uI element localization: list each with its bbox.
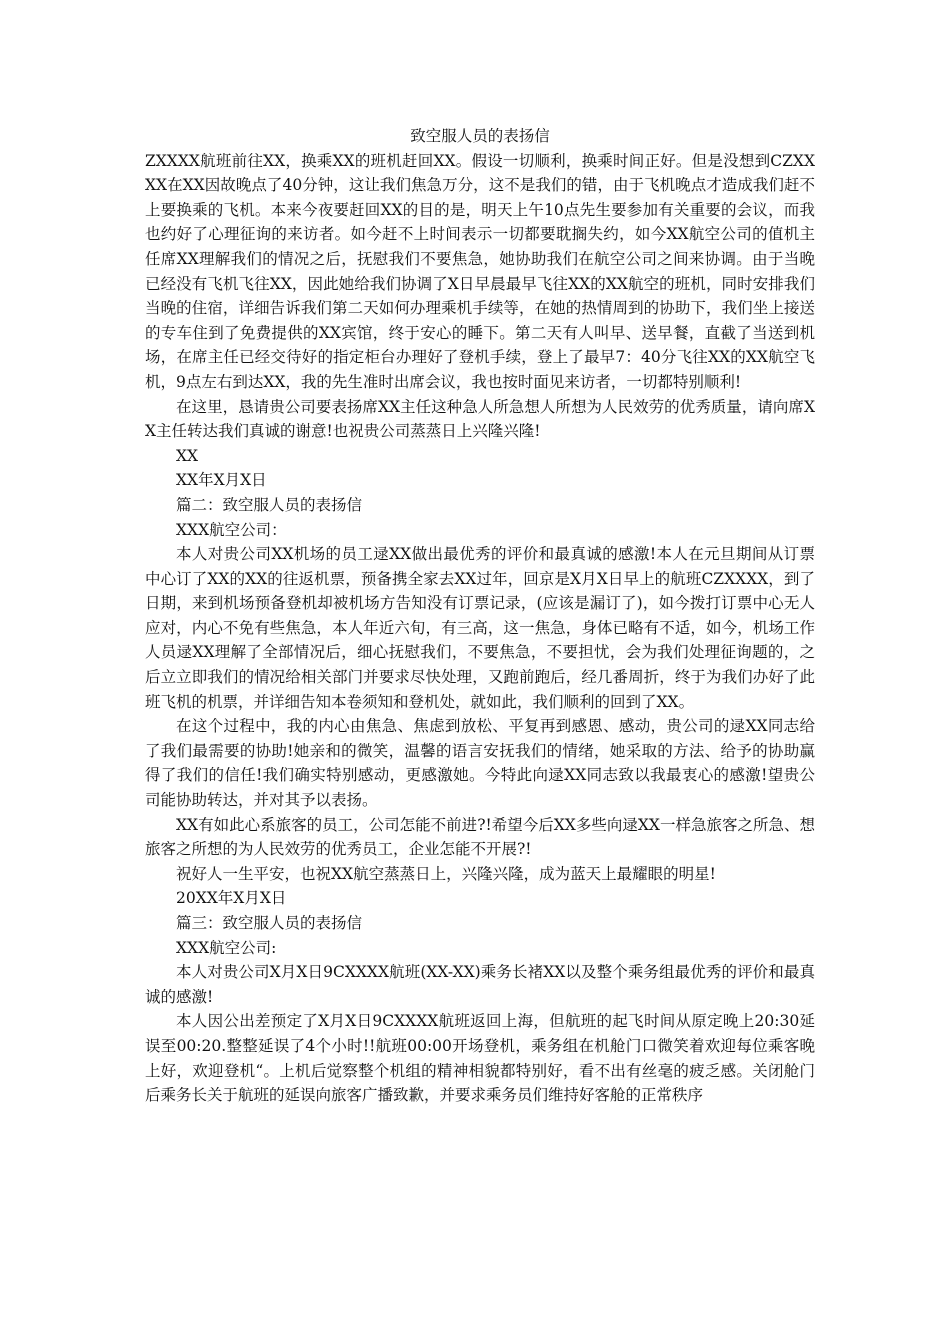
letter1-paragraph: 在这里，恳请贵公司要表扬席XX主任这种急人所急想人所想为人民效劳的优秀质量，请向席XX主任转达我们真诚的谢意!也祝贵公司蒸蒸日上兴隆兴隆!	[145, 397, 815, 441]
letter2-date: 20XX年X月X日	[176, 889, 287, 908]
letter2-paragraph: 本人对贵公司XX机场的员工逯XX做出最优秀的评价和最真诚的感激!本人在元旦期间从订票中心订了XX的XX的往返机票，预备携全家去XX过年，回京是X月X日早上的航班CZXXXX，到了日期，来到机场预备登机却被机场方告知没有订票记录，(应该是漏订了)，如今拨打订票中心无人应对，内心不免有些焦急，本人年近六旬，有三高，这一焦急，身体已略有不适，如今，机场工作人员逯XX理解了全部情况后，细心抚慰我们，不要焦急，不要担忧，会为我们处理征询题的，之后立立即我们的情况给相关部门并要求尽快处理，又跑前跑后，经几番周折，终于为我们办好了此班飞机的机票，并详细告知本卷须知和登机处，就如此，我们顺利的回到了XX。	[145, 545, 815, 711]
page-title: 致空服人员的表扬信	[410, 127, 550, 145]
letter3-paragraph: 本人因公出差预定了X月X日9CXXXX航班返回上海，但航班的起飞时间从原定晚上20:30延误至00:20.整整延误了4个小时!!航班00:00开场登机，乘务组在机舱门口微笑着欢迎每位乘客晚上好，欢迎登机“。上机后觉察整个机组的精神相貌都特别好，看不出有丝毫的疲乏感。关闭舱门后乘务长关于航班的延误向旅客广播致歉，并要求乘务员们维持好客舱的正常秩序	[145, 1012, 815, 1105]
letter1-signature: XX	[176, 446, 199, 465]
letter2-paragraph: 在这个过程中，我的内心由焦急、焦虑到放松、平复再到感恩、感动，贵公司的逯XX同志给了我们最需要的协助!她亲和的微笑，温馨的语言安抚我们的情绪，她采取的方法、给予的协助赢得了我们的信任!我们确实特别感动，更感激她。今特此向逯XX同志致以我最衷心的感激!望贵公司能协助转达，并对其予以表扬。	[145, 717, 815, 810]
document-body	[145, 124, 815, 1108]
letter3-salutation: XXX航空公司:	[176, 938, 277, 957]
letter2-salutation: XXX航空公司：	[176, 520, 287, 539]
letter3-paragraph: 本人对贵公司X月X日9CXXXX航班(XX-XX)乘务长褚XX以及整个乘务组最优秀的评价和最真诚的感激!	[145, 963, 815, 1006]
letter3-heading: 篇三：致空服人员的表扬信	[176, 914, 363, 932]
letter2-paragraph: XX有如此心系旅客的员工，公司怎能不前进?!希望今后XX多些向逯XX一样急旅客之所急、想旅客之所想的为人民效劳的优秀员工，企业怎能不开展?!	[145, 815, 815, 859]
letter1-date: XX年X月X日	[176, 471, 267, 490]
letter1-paragraph: ZXXXX航班前往XX，换乘XX的班机赶回XX。假设一切顺利，换乘时间正好。但是没想到CZXXXX在XX因故晚点了40分钟，这让我们焦急万分，这不是我们的错，由于飞机晚点才造成我们赶不上要换乘的飞机。本来今夜要赶回XX的目的是，明天上午10点先生要参加有关重要的会议，而我也约好了心理征询的来访者。如今赶不上时间表示一切都要耽搁失约，如今XX航空公司的值机主任席XX理解我们的情况之后，抚慰我们不要焦急，她协助我们在航空公司之间来协调。由于当晚已经没有飞机飞往XX，因此她给我们协调了X日早晨最早飞往XX的XX航空的班机，同时安排我们当晚的住宿，详细告诉我们第二天如何办理乘机手续等，在她的热情周到的协助下，我们坐上接送的专车住到了免费提供的XX宾馆，终于安心的睡下。第二天有人叫早、送早餐，直截了当送到机场，在席主任已经交待好的指定柜台办理好了登机手续，登上了最早7：40分飞往XX的XX航空飞机，9点左右到达XX，我的先生准时出席会议，我也按时面见来访者，一切都特别顺利!	[145, 151, 815, 391]
letter2-paragraph: 祝好人一生平安，也祝XX航空蒸蒸日上，兴隆兴隆，成为蓝天上最耀眼的明星!	[176, 864, 716, 883]
letter2-heading: 篇二：致空服人员的表扬信	[176, 495, 363, 514]
